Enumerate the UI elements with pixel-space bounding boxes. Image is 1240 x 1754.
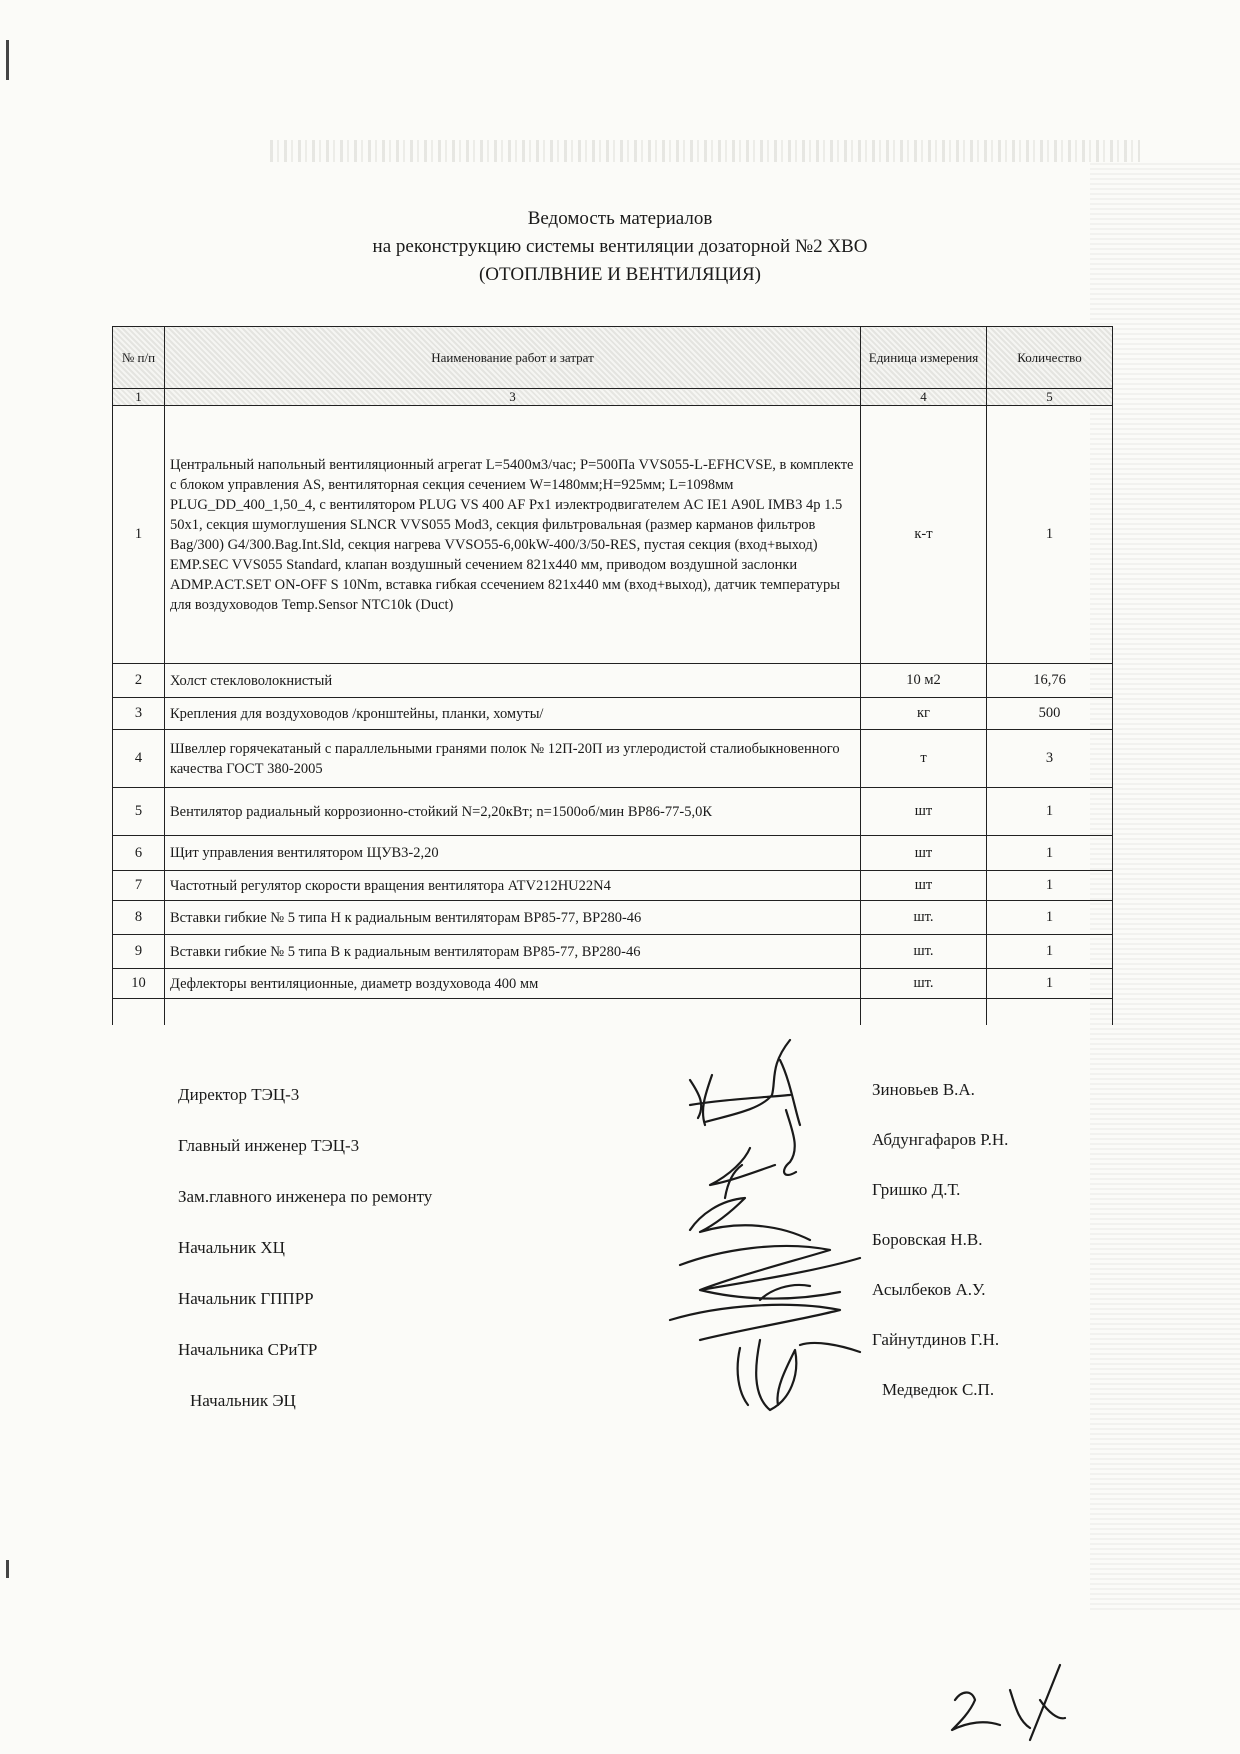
row-name: Вставки гибкие № 5 типа Н к радиальным вентиляторам ВР85-77, ВР280-46 <box>165 901 861 935</box>
row-quantity: 1 <box>987 406 1113 664</box>
name-borovskaya: Боровская Н.В. <box>872 1230 983 1249</box>
position-head-sritr: Начальника СРиТР <box>178 1340 318 1359</box>
row-number: 9 <box>113 935 165 969</box>
name-zinoviev: Зиновьев В.А. <box>872 1080 975 1099</box>
row-name: Швеллер горячекатаный с параллельными гранями полок № 12П-20П из углеродистой сталиобыкновенного качества ГОСТ 380-2005 <box>165 730 861 788</box>
signature-deputy <box>690 1165 810 1240</box>
row-quantity: 1 <box>987 969 1113 999</box>
row-number: 8 <box>113 901 165 935</box>
column-index: 3 <box>165 389 861 406</box>
signature-asylbekov <box>670 1285 840 1340</box>
document-section: (ОТОПЛВНИЕ И ВЕНТИЛЯЦИЯ) <box>478 264 761 285</box>
name-grishko: Гришко Д.Т. <box>872 1180 961 1199</box>
row-unit: шт <box>861 836 987 871</box>
row-quantity: 3 <box>987 730 1113 788</box>
row-quantity: 1 <box>987 836 1113 871</box>
row-number: 7 <box>113 871 165 901</box>
row-unit: шт. <box>861 969 987 999</box>
document-title: Ведомость материалов <box>527 208 713 229</box>
row-name: Дефлекторы вентиляционные, диаметр воздуховода 400 мм <box>165 969 861 999</box>
column-index: 1 <box>113 389 165 406</box>
row-number: 4 <box>113 730 165 788</box>
row-name: Вентилятор радиальный коррозионно-стойкий N=2,20кВт; n=1500об/мин ВР86-77-5,0К <box>165 788 861 836</box>
row-quantity: 1 <box>987 901 1113 935</box>
column-index: 5 <box>987 389 1113 406</box>
row-name: Холст стекловолокнистый <box>165 664 861 698</box>
row-unit: шт. <box>861 935 987 969</box>
row-unit: шт <box>861 788 987 836</box>
column-header-unit: Единица измерения <box>861 327 987 389</box>
row-unit: шт. <box>861 901 987 935</box>
row-number: 10 <box>113 969 165 999</box>
row-name: Щит управления вентилятором ЩУВ3-2,20 <box>165 836 861 871</box>
row-quantity: 500 <box>987 698 1113 730</box>
column-header-name: Наименование работ и затрат <box>165 327 861 389</box>
row-number: 2 <box>113 664 165 698</box>
row-number: 1 <box>113 406 165 664</box>
name-medvedyuk: Медведюк С.П. <box>882 1380 995 1399</box>
signature-borovskaya <box>680 1246 860 1299</box>
signature-gainutdinov <box>738 1340 860 1410</box>
row-unit: шт <box>861 871 987 901</box>
row-number: 6 <box>113 836 165 871</box>
column-header-quantity: Количество <box>987 327 1113 389</box>
position-chief-engineer: Главный инженер ТЭЦ-3 <box>178 1136 360 1155</box>
row-number: 5 <box>113 788 165 836</box>
signature-footer <box>952 1665 1065 1740</box>
row-name: Крепления для воздуховодов /кронштейны, планки, хомуты/ <box>165 698 861 730</box>
row-unit: т <box>861 730 987 788</box>
position-deputy-chief-engineer: Зам.главного инженера по ремонту <box>178 1187 433 1206</box>
signature-director <box>690 1040 800 1125</box>
row-name: Центральный напольный вентиляционный агрегат L=5400м3/час; P=500Па VVS055-L-EFHCVSE, в комплекте с блоком управления AS, вентиляторная секция сечением W=1480мм;H=925мм; L=1098мм PLUG_DD_400_1,50_4, с вентилятором PLUG VS 400 AF Px1 иэлектродвигателем AC IE1 A90L IMB3 4p 1.5 50x1, секция шумоглушения SLNCR VVS055 Mod3, секция фильтровальная (размер карманов фильтров Bag/300) G4/300.Bag.Int.Sld, секция нагрева VVSO55-6,00kW-400/3/50-RES, пустая секция (вход+выход) EMP.SEC VVS055 Standard, клапан воздушный сечением 821x440 мм, приводом воздушной заслонки ADMP.ACT.SET ON-OFF S 10Nm, вставка гибкая ссечением 821x440 мм (вход+выход), датчик температуры для воздуховодов Temp.Sensor NTC10k (Duct) <box>165 406 861 664</box>
row-quantity: 16,76 <box>987 664 1113 698</box>
document-subtitle: на реконструкцию системы вентиляции дозаторной №2 ХВО <box>372 236 868 257</box>
name-gainutdinov: Гайнутдинов Г.Н. <box>872 1330 1000 1349</box>
position-director: Директор ТЭЦ-3 <box>178 1085 300 1104</box>
row-unit: к-т <box>861 406 987 664</box>
row-quantity: 1 <box>987 935 1113 969</box>
position-head-gpprr: Начальник ГППРР <box>178 1289 314 1308</box>
column-index: 4 <box>861 389 987 406</box>
name-abdungafarov: Абдунгафаров Р.Н. <box>872 1130 1009 1149</box>
position-head-ec: Начальник ЭЦ <box>190 1391 296 1410</box>
row-name: Частотный регулятор скорости вращения вентилятора ATV212HU22N4 <box>165 871 861 901</box>
row-unit: кг <box>861 698 987 730</box>
signature-chief-engineer <box>710 1110 796 1185</box>
name-asylbekov: Асылбеков А.У. <box>872 1280 986 1299</box>
row-name: Вставки гибкие № 5 типа В к радиальным вентиляторам ВР85-77, ВР280-46 <box>165 935 861 969</box>
row-number: 3 <box>113 698 165 730</box>
row-unit: 10 м2 <box>861 664 987 698</box>
position-head-hc: Начальник ХЦ <box>178 1238 285 1257</box>
row-quantity: 1 <box>987 788 1113 836</box>
row-quantity: 1 <box>987 871 1113 901</box>
column-header-number: № п/п <box>113 327 165 389</box>
